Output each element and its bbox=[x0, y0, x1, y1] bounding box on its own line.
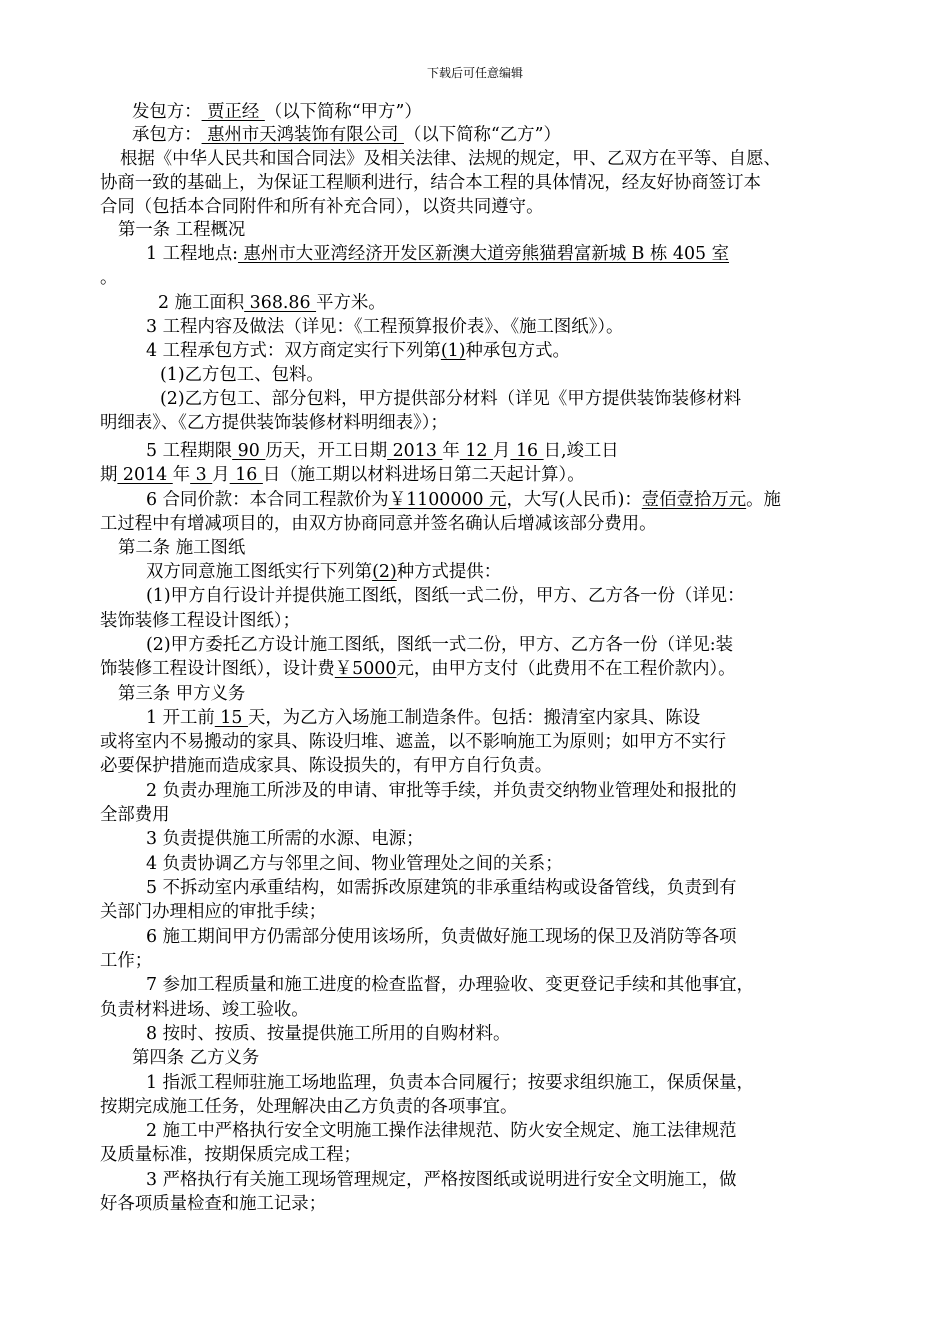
line-text: 第一条 工程概况 bbox=[118, 220, 246, 240]
line-text: 1 工程地点: bbox=[146, 244, 239, 264]
contract-line bbox=[100, 513, 657, 535]
line-text: 5 工程期限 bbox=[146, 441, 233, 461]
contract-line bbox=[146, 1072, 754, 1094]
contract-line bbox=[146, 828, 423, 850]
line-text: 好各项质量检查和施工记录； bbox=[100, 1194, 327, 1214]
contract-line bbox=[158, 292, 386, 314]
line-text: 必要保护措施而造成家具、陈设损失的，有甲方自行负责。 bbox=[100, 756, 553, 776]
line-text: 负责材料进场、竣工验收。 bbox=[100, 1000, 309, 1020]
line-text: (2)甲方委托乙方设计施工图纸，图纸一式二份，甲方、乙方各一份（详见:装 bbox=[146, 635, 733, 655]
contract-line bbox=[146, 440, 619, 462]
line-text: 年 bbox=[442, 441, 460, 461]
contract-line bbox=[146, 926, 737, 948]
line-text: 2 施工中严格执行安全文明施工操作法律规范、防火安全规定、施工法律规范 bbox=[146, 1121, 737, 1141]
line-text: 种方式提供： bbox=[396, 562, 502, 582]
line-text: 期 bbox=[100, 465, 118, 485]
line-text: 装饰装修工程设计图纸）； bbox=[100, 611, 300, 631]
contract-line bbox=[146, 243, 729, 265]
line-text: 第四条 乙方义务 bbox=[132, 1048, 260, 1068]
line-text: 平方米。 bbox=[316, 293, 386, 313]
line-text: (1)乙方包工、包料。 bbox=[160, 365, 324, 385]
line-text: 月 bbox=[212, 465, 230, 485]
filled-blank: 惠州市天鸿装饰有限公司 bbox=[201, 125, 404, 145]
contract-line bbox=[160, 364, 324, 386]
line-text: 第三条 甲方义务 bbox=[118, 684, 246, 704]
contract-line bbox=[146, 585, 745, 607]
filled-blank: 368.86 bbox=[244, 293, 317, 313]
line-text: 历天，开工日期 bbox=[265, 441, 388, 461]
line-text: 或将室内不易搬动的家具、陈设归堆、遮盖，以不影响施工为原则；如甲方不实行 bbox=[100, 732, 727, 752]
line-text: 3 严格执行有关施工现场管理规定，严格按图纸或说明进行安全文明施工，做 bbox=[146, 1170, 737, 1190]
contract-line bbox=[120, 148, 781, 170]
line-text: 第二条 施工图纸 bbox=[118, 538, 246, 558]
filled-blank: 16 bbox=[510, 441, 544, 461]
contract-line bbox=[146, 853, 563, 875]
contract-line bbox=[132, 101, 422, 123]
contract-line bbox=[146, 634, 733, 656]
filled-blank: 3 bbox=[190, 465, 213, 485]
filled-blank: 15 bbox=[214, 708, 248, 728]
contract-line bbox=[100, 1096, 517, 1118]
contract-line bbox=[100, 267, 117, 289]
contract-line bbox=[146, 340, 570, 362]
line-text: (1)甲方自行设计并提供施工图纸，图纸一式二份，甲方、乙方各一份（详见： bbox=[146, 586, 745, 606]
line-text: 工作； bbox=[100, 951, 153, 971]
line-text: 种承包方式。 bbox=[465, 341, 570, 361]
line-text: 6 合同价款：本合同工程款价为 bbox=[146, 490, 389, 510]
contract-line bbox=[100, 196, 543, 218]
contract-line bbox=[146, 707, 700, 729]
line-text: 双方同意施工图纸实行下列第 bbox=[146, 562, 373, 582]
contract-line bbox=[100, 172, 761, 194]
contract-line bbox=[118, 537, 245, 559]
line-text: 根据《中华人民共和国合同法》及相关法律、法规的规定，甲、乙双方在平等、自愿、 bbox=[120, 149, 781, 169]
line-text: 2 施工面积 bbox=[158, 293, 245, 313]
line-text: 天，为乙方入场施工制造条件。包括：搬清室内家具、陈设 bbox=[247, 708, 701, 728]
filled-blank: (1) bbox=[440, 341, 466, 361]
filled-blank: ￥5000 bbox=[334, 659, 397, 679]
filled-blank: (2) bbox=[372, 562, 397, 582]
contract-line bbox=[118, 219, 245, 241]
filled-blank: 2014 bbox=[117, 465, 173, 485]
filled-blank: ￥1100000 元 bbox=[388, 490, 507, 510]
line-text: 日（施工期以材料进场日第二天起计算）。 bbox=[262, 465, 585, 485]
line-text: 协商一致的基础上，为保证工程顺利进行，结合本工程的具体情况，经友好协商签订本 bbox=[100, 173, 761, 193]
filled-blank: 2013 bbox=[387, 441, 443, 461]
line-text: 按期完成施工任务，处理解决由乙方负责的各项事宜。 bbox=[100, 1097, 518, 1117]
line-text: 3 负责提供施工所需的水源、电源； bbox=[146, 829, 424, 849]
line-text: 3 工程内容及做法（详见：《工程预算报价表》、《施工图纸》）。 bbox=[146, 317, 624, 337]
line-text: 6 施工期间甲方仍需部分使用该场所，负责做好施工现场的保卫及消防等各项 bbox=[146, 927, 737, 947]
line-text: ，大写(人民币)： bbox=[506, 490, 642, 510]
contract-line bbox=[100, 464, 585, 486]
contract-line bbox=[100, 804, 170, 826]
contract-line bbox=[132, 124, 561, 146]
filled-blank: 90 bbox=[232, 441, 266, 461]
line-text: 1 开工前 bbox=[146, 708, 215, 728]
line-text: 承包方： bbox=[132, 125, 202, 145]
line-text: 7 参加工程质量和施工进度的检查监督，办理验收、变更登记手续和其他事宜， bbox=[146, 975, 754, 995]
contract-line bbox=[146, 561, 501, 583]
contract-line bbox=[146, 1023, 510, 1045]
contract-line bbox=[146, 1169, 737, 1191]
line-text: 日,竣工日 bbox=[543, 441, 619, 461]
line-text: 4 工程承包方式：双方商定实行下列第 bbox=[146, 341, 441, 361]
line-text: 工过程中有增减项目的，由双方协商同意并签名确认后增减该部分费用。 bbox=[100, 514, 657, 534]
contract-line bbox=[100, 901, 326, 923]
filled-blank: 12 bbox=[459, 441, 494, 461]
line-text: 元，由甲方支付（此费用不在工程价款内）。 bbox=[396, 659, 736, 679]
contract-line bbox=[160, 388, 741, 410]
contract-line bbox=[100, 731, 726, 753]
line-text: 月 bbox=[493, 441, 511, 461]
contract-line bbox=[100, 950, 152, 972]
contract-line bbox=[146, 316, 623, 338]
line-text: 合同（包括本合同附件和所有补充合同），以资共同遵守。 bbox=[100, 197, 544, 217]
contract-line bbox=[118, 683, 245, 705]
filled-blank: 壹佰壹拾万元 bbox=[641, 490, 747, 510]
contract-line bbox=[146, 877, 737, 899]
contract-line bbox=[146, 1120, 737, 1142]
line-text: 发包方： bbox=[132, 102, 202, 122]
line-text: 全部费用 bbox=[100, 805, 170, 825]
line-text: 8 按时、按质、按量提供施工所用的自购材料。 bbox=[146, 1024, 511, 1044]
line-text: 。施 bbox=[746, 490, 781, 510]
page-header-note: 下载后可任意编辑 bbox=[426, 66, 523, 80]
filled-blank: 16 bbox=[229, 465, 263, 485]
line-text: 明细表》、《乙方提供装饰装修材料明细表》）； bbox=[100, 413, 448, 433]
line-text: 及质量标准，按期保质完成工程； bbox=[100, 1145, 361, 1165]
contract-line bbox=[100, 610, 300, 632]
line-text: 1 指派工程师驻施工场地监理，负责本合同履行；按要求组织施工，保质保量， bbox=[146, 1073, 754, 1093]
line-text: (2)乙方包工、部分包料，甲方提供部分材料（详见《甲方提供装饰装修材料 bbox=[160, 389, 742, 409]
contract-line bbox=[100, 999, 309, 1021]
contract-line bbox=[100, 412, 448, 434]
line-text: 5 不拆动室内承重结构，如需拆改原建筑的非承重结构或设备管线，负责到有 bbox=[146, 878, 737, 898]
line-text: 关部门办理相应的审批手续； bbox=[100, 902, 327, 922]
line-text: 年 bbox=[172, 465, 191, 485]
contract-line bbox=[146, 489, 781, 511]
contract-line bbox=[100, 1193, 326, 1215]
contract-line bbox=[100, 658, 736, 680]
contract-line bbox=[146, 974, 754, 996]
line-text: 2 负责办理施工所涉及的申请、审批等手续，并负责交纳物业管理处和报批的 bbox=[146, 781, 737, 801]
contract-line bbox=[100, 755, 552, 777]
line-text: 饰装修工程设计图纸），设计费 bbox=[100, 659, 335, 679]
contract-line bbox=[146, 780, 737, 802]
line-text: 4 负责协调乙方与邻里之间、物业管理处之间的关系； bbox=[146, 854, 563, 874]
contract-line bbox=[132, 1047, 259, 1069]
line-text: 。 bbox=[100, 268, 118, 288]
filled-blank: 贾正经 bbox=[201, 102, 265, 122]
line-text: （以下简称“甲方”） bbox=[264, 102, 422, 122]
filled-blank: 惠州市大亚湾经济开发区新澳大道旁熊猫碧富新城 B 栋 405 室 bbox=[238, 244, 730, 264]
line-text: （以下简称“乙方”） bbox=[403, 125, 561, 145]
contract-line bbox=[100, 1144, 361, 1166]
